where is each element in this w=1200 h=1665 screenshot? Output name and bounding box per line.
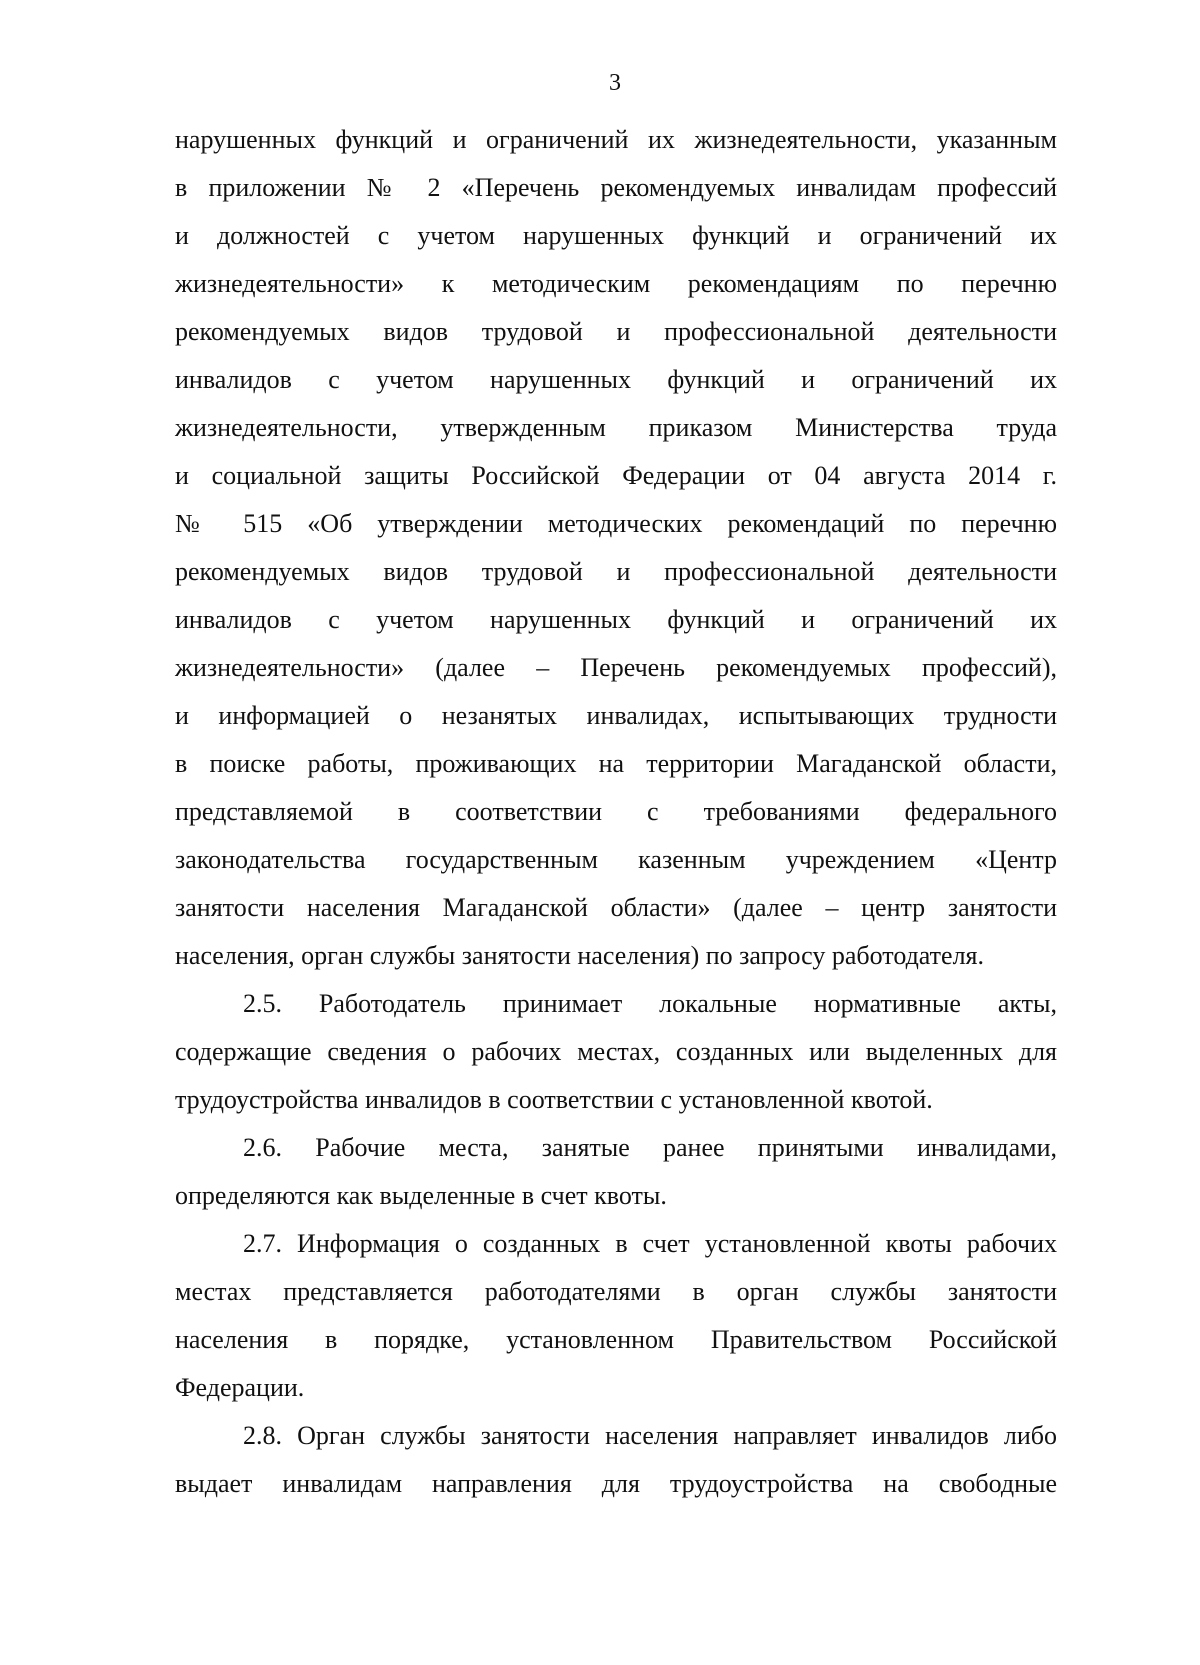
text-line: и социальной защиты Российской Федерации от 04 августа 2014 г. [175,461,1057,490]
text-line: нарушенных функций и ограничений их жизнедеятельности, указанным [175,125,1057,154]
text-line: в поиске работы, проживающих на территории Магаданской области, [175,749,1057,778]
text-line: 2.8. Орган службы занятости населения направляет инвалидов либо [243,1421,1057,1450]
paragraph-2-6 [175,1124,1057,1220]
paragraph-continuation [175,116,1057,980]
text-line: выдает инвалидам направления для трудоустройства на свободные [175,1469,1057,1498]
text-line: населения в порядке, установленном Правительством Российской [175,1325,1057,1354]
text-line: инвалидов с учетом нарушенных функций и ограничений их [175,605,1057,634]
text-line: № 515 «Об утверждении методических рекомендаций по перечню [175,509,1057,538]
text-line: трудоустройства инвалидов в соответствии с установленной квотой. [175,1085,933,1114]
paragraph-2-5 [175,980,1057,1124]
text-line: представляемой в соответствии с требованиями федерального [175,797,1057,826]
text-line: 2.6. Рабочие места, занятые ранее принятыми инвалидами, [243,1133,1057,1162]
text-line: жизнедеятельности» к методическим рекомендациям по перечню [175,269,1057,298]
paragraph-2-8 [175,1412,1057,1508]
text-line: и информацией о незанятых инвалидах, испытывающих трудности [175,701,1057,730]
page-number: 3 [609,70,621,96]
text-line: рекомендуемых видов трудовой и профессиональной деятельности [175,557,1057,586]
text-line: содержащие сведения о рабочих местах, созданных или выделенных для [175,1037,1057,1066]
text-line: Федерации. [175,1373,305,1402]
text-line: населения, орган службы занятости населения) по запросу работодателя. [175,941,985,970]
text-line: в приложении № 2 «Перечень рекомендуемых инвалидам профессий [175,173,1057,202]
text-line: инвалидов с учетом нарушенных функций и ограничений их [175,365,1057,394]
text-line: и должностей с учетом нарушенных функций и ограничений их [175,221,1057,250]
paragraph-2-7 [175,1220,1057,1412]
text-line: определяются как выделенные в счет квоты. [175,1181,667,1210]
text-line: занятости населения Магаданской области» (далее – центр занятости [175,893,1057,922]
text-line: 2.7. Информация о созданных в счет установленной квоты рабочих [243,1229,1057,1258]
text-line: жизнедеятельности, утвержденным приказом Министерства труда [175,413,1057,442]
text-line: 2.5. Работодатель принимает локальные нормативные акты, [243,989,1057,1018]
text-line: жизнедеятельности» (далее – Перечень рекомендуемых профессий), [175,653,1057,682]
text-line: законодательства государственным казенным учреждением «Центр [175,845,1057,874]
text-line: местах представляется работодателями в орган службы занятости [175,1277,1057,1306]
document-body [175,116,1057,1508]
text-line: рекомендуемых видов трудовой и профессиональной деятельности [175,317,1057,346]
